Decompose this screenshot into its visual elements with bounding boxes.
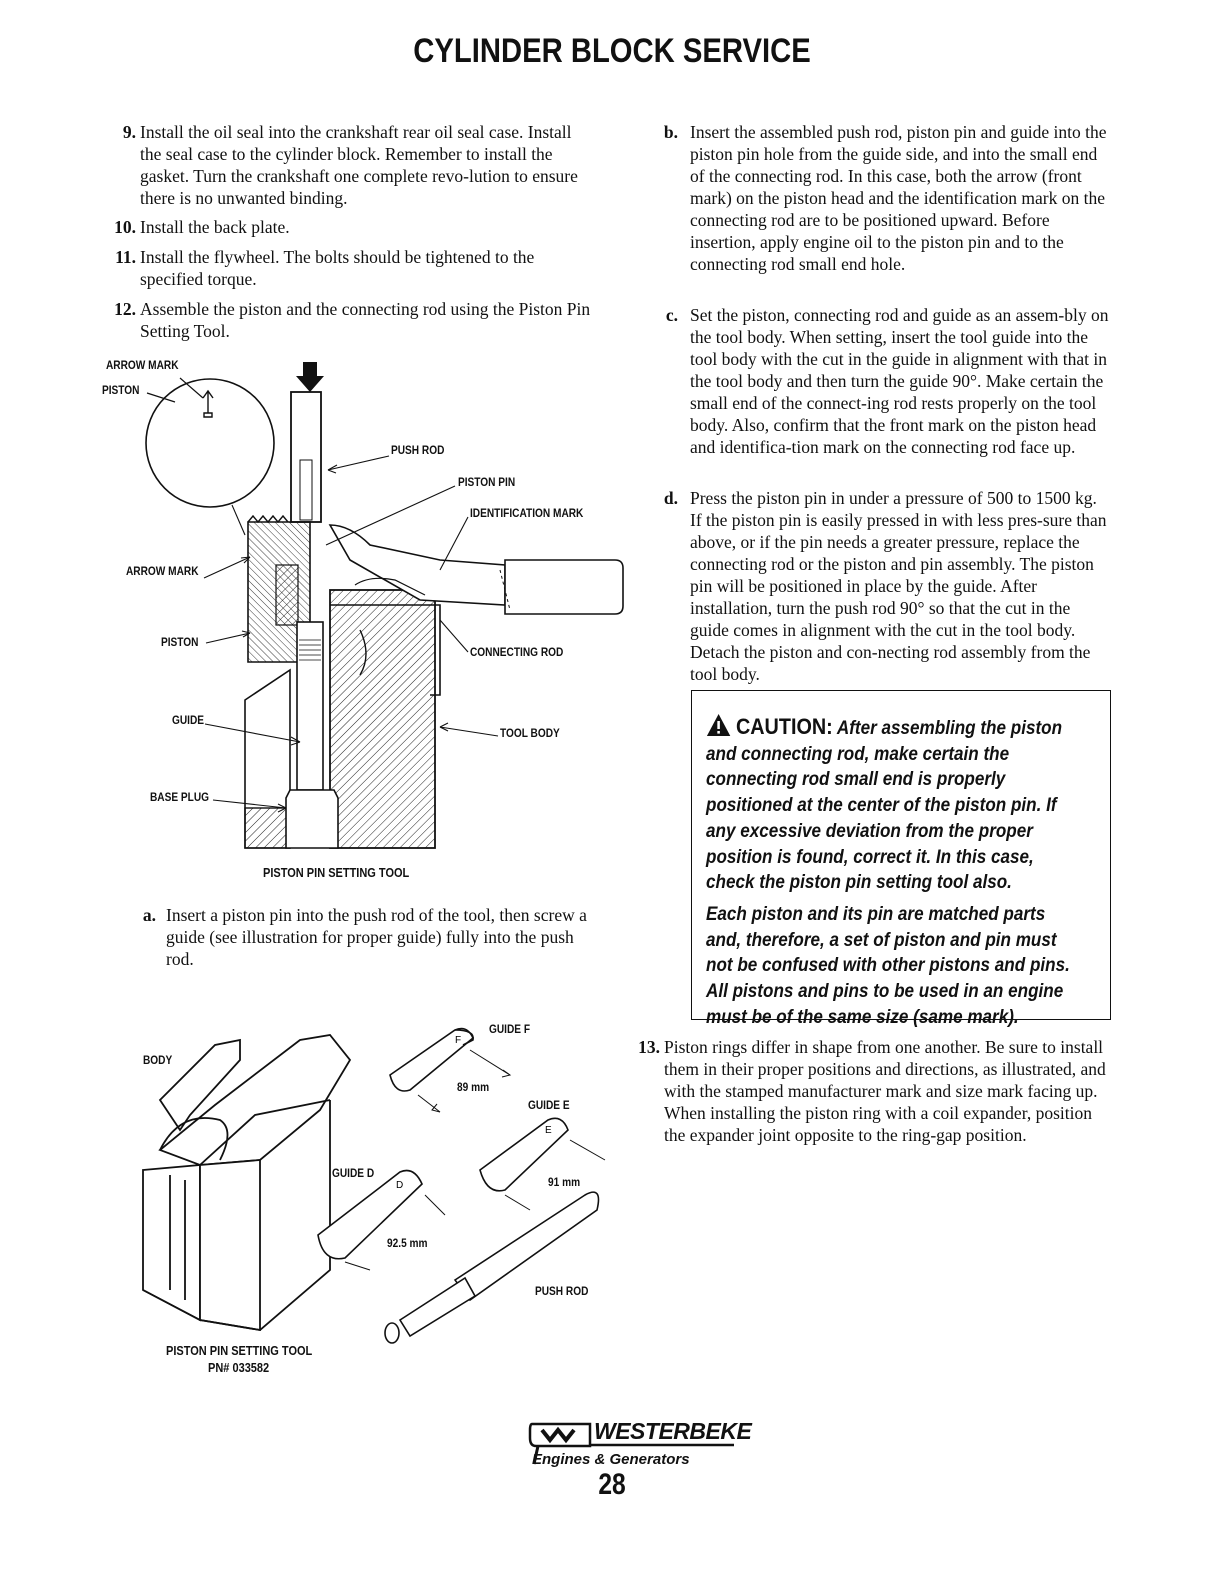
step-text: Insert the assembled push rod, piston pin and guide into the piston pin hole from the guide side, and into the small end of the connecting rod. In this case, both the arrow (front mark) on the piston head and the identification mark on the connecting rod are to be positioned upward. Before insertion, apply engine oil to the piston pin and to the connecting rod small end hole. bbox=[690, 122, 1107, 274]
step-number: 11. bbox=[115, 247, 136, 267]
caution-box bbox=[691, 690, 1111, 1028]
tool-body-block bbox=[143, 1035, 350, 1330]
label-connecting-rod: CONNECTING ROD bbox=[470, 647, 564, 659]
label-piston-top: PISTON bbox=[102, 385, 140, 397]
label-guide-f: GUIDE F bbox=[489, 1024, 531, 1036]
label-dim-d: 92.5 mm bbox=[387, 1238, 428, 1250]
step-text: Install the oil seal into the crankshaft rear oil seal case. Install the seal case to the cylinder block. Remember to install the gasket. Turn the crankshaft one complete revo-lution to ensure there is no unwanted binding. bbox=[140, 122, 578, 208]
label-push-rod: PUSH ROD bbox=[391, 445, 445, 457]
step-text: Install the back plate. bbox=[140, 217, 290, 237]
label-body: BODY bbox=[143, 1055, 173, 1067]
step-text: Set the piston, connecting rod and guide as an assem-bly on the tool body. When setting, insert the tool guide into the tool body with the cut in the guide in alignment with that in the tool body and then turn the guide 90°. Make certain the small end of the connect-ing rod rests properly on the tool body. Also, confirm that the front mark on the piston head and identifica-tion mark on the connecting rod face up. bbox=[690, 305, 1109, 457]
label-piston-pin: PISTON PIN bbox=[458, 477, 516, 489]
label-guide-d: GUIDE D bbox=[332, 1168, 375, 1180]
page-number: 28 bbox=[598, 1468, 626, 1501]
caution-text-2: Each piston and its pin are matched parts and, therefore, a set of piston and pin must not be confused with other pistons and pins. All pistons and pins to be used in an engine must be of the same size (same mark). bbox=[706, 903, 1070, 1028]
step-text: Assemble the piston and the connecting rod using the Piston Pin Setting Tool. bbox=[140, 299, 591, 341]
label-dim-f: 89 mm bbox=[457, 1082, 490, 1094]
push-rod-part bbox=[385, 1192, 599, 1343]
label-guide: GUIDE bbox=[172, 715, 205, 727]
step-number: 9. bbox=[122, 122, 136, 142]
step-letter: b. bbox=[663, 122, 678, 142]
label-tool-body: TOOL BODY bbox=[500, 728, 560, 740]
step-text: Insert a piston pin into the push rod of the tool, then screw a guide (see illustration for proper guide) fully into the push rod. bbox=[166, 905, 587, 969]
label-identification-mark: IDENTIFICATION MARK bbox=[470, 508, 584, 520]
label-guide-e: GUIDE E bbox=[528, 1100, 570, 1112]
caution-text-1: After assembling the piston and connecting rod, make certain the connecting rod small end is properly positioned at the center of the piston pin. If any excessive deviation from the proper position is found, correct it. In this case, check the piston pin setting tool also. bbox=[706, 718, 1063, 894]
guide-e-letter: E bbox=[545, 1125, 552, 1136]
page-title: CYLINDER BLOCK SERVICE bbox=[413, 32, 811, 70]
figure2-part-number: PN# 033582 bbox=[208, 1361, 270, 1375]
warning-icon bbox=[706, 713, 731, 737]
step-number: 10. bbox=[114, 217, 136, 237]
label-arrow-mark: ARROW MARK bbox=[126, 566, 199, 578]
step-d bbox=[654, 487, 1112, 685]
label-arrow-mark-top: ARROW MARK bbox=[106, 360, 179, 372]
step-letter: a. bbox=[142, 905, 156, 925]
step-c bbox=[654, 304, 1112, 458]
step-text: Install the flywheel. The bolts should be tightened to the specified torque. bbox=[140, 247, 535, 289]
brand-name: WESTERBEKE bbox=[594, 1418, 752, 1444]
brand-tagline: Engines & Generators bbox=[532, 1451, 690, 1468]
step-text: Piston rings differ in shape from one another. Be sure to install them in their proper positions and directions, as illustrated, and with the stamped manufacturer mark and size mark facing up. When installing the piston ring with a coil expander, position the expander joint opposite to the ring-gap position. bbox=[664, 1037, 1106, 1145]
step-number: 12. bbox=[114, 299, 136, 319]
step-letter: c. bbox=[665, 305, 678, 325]
label-dim-e: 91 mm bbox=[548, 1177, 581, 1189]
caution-heading: CAUTION: bbox=[735, 714, 833, 739]
step-number: 13. bbox=[638, 1037, 660, 1057]
label-push-rod-2: PUSH ROD bbox=[535, 1286, 589, 1298]
guide-f-letter: F bbox=[455, 1035, 462, 1046]
step-b bbox=[654, 121, 1112, 275]
figure1-caption: PISTON PIN SETTING TOOL bbox=[263, 866, 410, 880]
step-text: Press the piston pin in under a pressure of 500 to 1500 kg. If the piston pin is easily pressed in with less pres-sure than above, or if the pin needs a greater pressure, replace the connecting rod or the piston and pin assembly. The piston pin will be positioned in place by the guide. After installation, turn the push rod 90° so that the cut in the guide comes in alignment with the cut in the tool body. Detach the piston and con-necting rod assembly from the tool body. bbox=[690, 488, 1107, 684]
label-base-plug: BASE PLUG bbox=[150, 792, 210, 804]
figure2-caption: PISTON PIN SETTING TOOL bbox=[166, 1344, 313, 1358]
label-piston: PISTON bbox=[161, 637, 199, 649]
step-13 bbox=[628, 1036, 1112, 1146]
step-letter: d. bbox=[663, 488, 678, 508]
guide-d-letter: D bbox=[396, 1180, 404, 1191]
